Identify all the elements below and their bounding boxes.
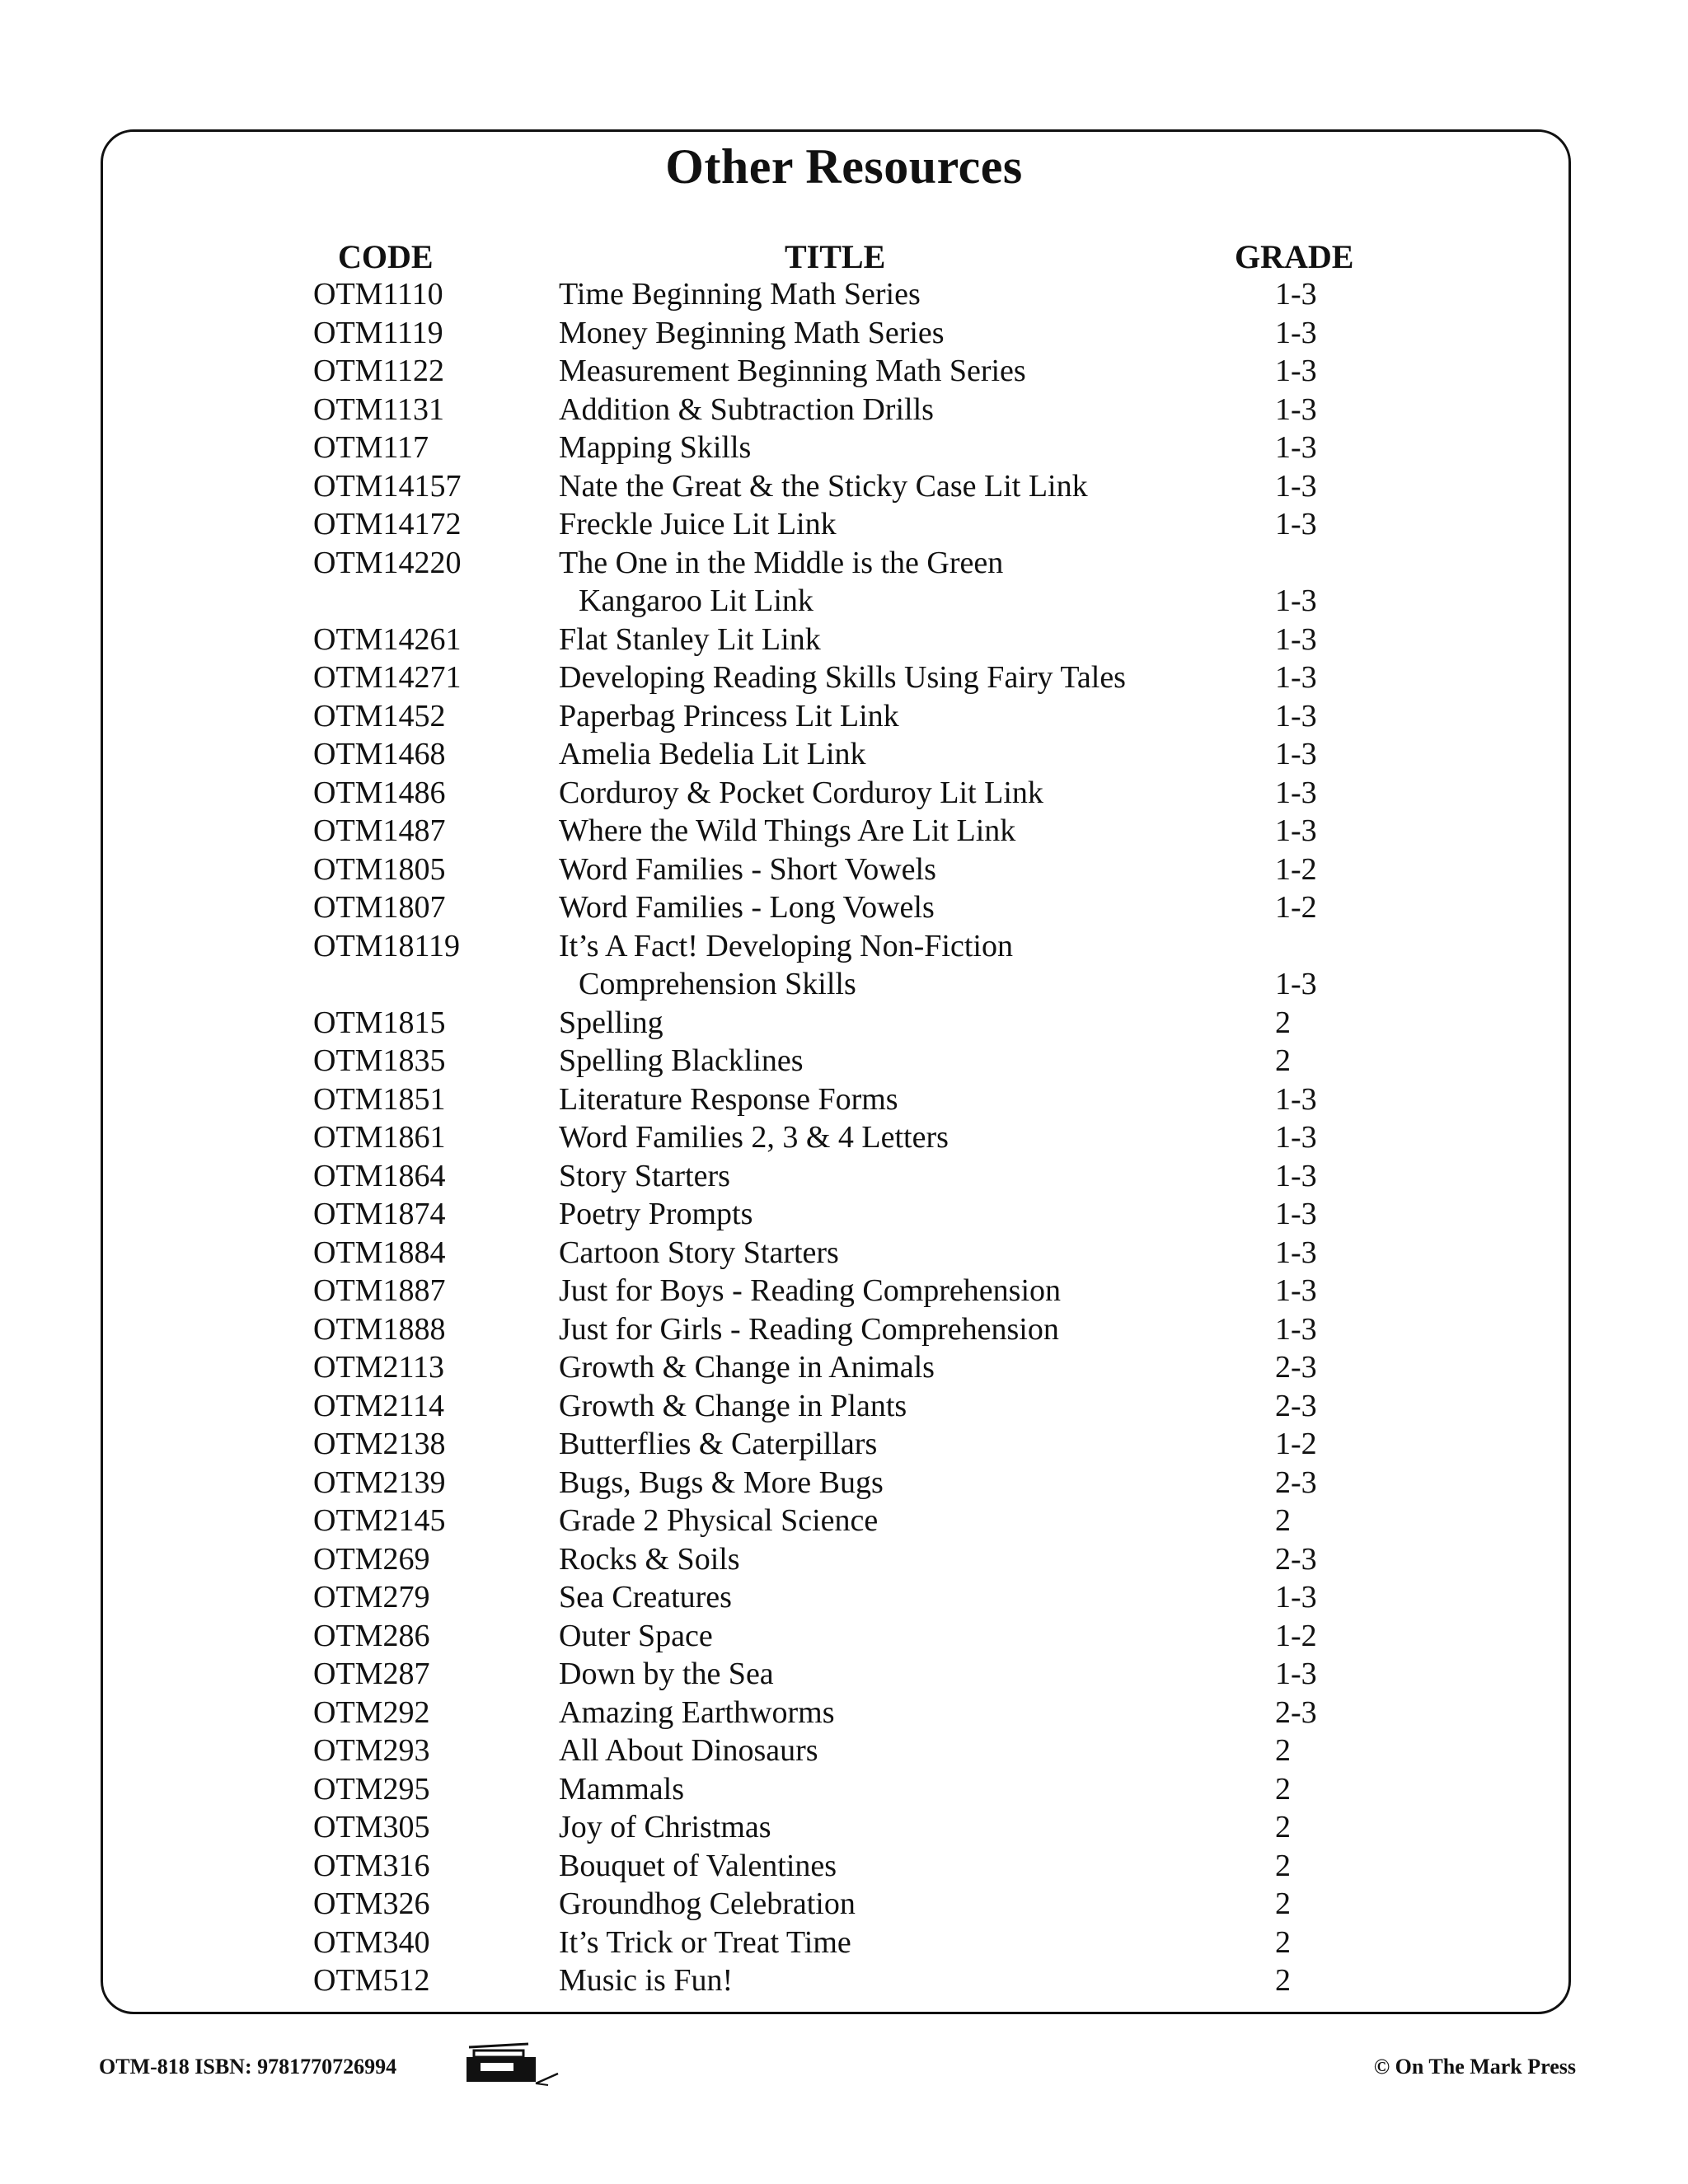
cell-title-line: Time Beginning Math Series <box>559 277 921 312</box>
table-row <box>0 467 1688 506</box>
cell-title-line: Rocks & Soils <box>559 1541 740 1577</box>
cell-title <box>559 1847 837 1886</box>
table-row <box>0 1847 1688 1886</box>
cell-code: OTM14157 <box>313 468 462 504</box>
cell-grade: 2 <box>1275 1771 1291 1807</box>
table-row <box>0 314 1688 353</box>
cell-grade: 1-3 <box>1275 1235 1317 1270</box>
page-title: Other Resources <box>665 139 1023 194</box>
cell-title <box>559 1157 730 1196</box>
cell-title-line: Paperbag Princess Lit Link <box>559 698 899 733</box>
column-header-code: CODE <box>338 238 434 275</box>
cell-code: OTM2114 <box>313 1388 445 1423</box>
cell-title-line: Butterflies & Caterpillars <box>559 1427 878 1461</box>
cell-title-line: Word Families 2, 3 & 4 Letters <box>559 1120 949 1155</box>
cell-code: OTM305 <box>313 1810 430 1844</box>
cell-title <box>559 391 934 429</box>
cell-title <box>559 1348 935 1387</box>
table-row <box>0 1234 1688 1272</box>
cell-title-line: Cartoon Story Starters <box>559 1235 839 1270</box>
cell-title-line: Flat Stanley Lit Link <box>559 621 821 657</box>
cell-grade: 1-2 <box>1275 1618 1317 1653</box>
footer-copyright: © On The Mark Press <box>1373 2055 1576 2079</box>
cell-title-continuation: Kangaroo Lit Link <box>579 583 814 618</box>
cell-title-line: The One in the Middle is the Green <box>559 545 1004 580</box>
cell-title <box>559 1655 774 1694</box>
table-row <box>0 1732 1688 1770</box>
cell-title-line: Bugs, Bugs & More Bugs <box>559 1465 884 1500</box>
cell-grade: 2 <box>1275 1810 1291 1844</box>
cell-title <box>559 1310 1059 1349</box>
cell-code: OTM292 <box>313 1694 430 1730</box>
cell-title-line: Corduroy & Pocket Corduroy Lit Link <box>559 775 1043 810</box>
cell-grade: 1-3 <box>1275 354 1317 388</box>
cell-code: OTM340 <box>313 1924 430 1960</box>
cell-grade: 2-3 <box>1275 1350 1317 1385</box>
cell-code: OTM2138 <box>313 1427 446 1461</box>
cell-code: OTM1874 <box>313 1197 446 1231</box>
cell-code: OTM1861 <box>313 1120 446 1155</box>
cell-title <box>559 697 899 736</box>
table-row <box>0 735 1688 774</box>
cell-grade: 1-3 <box>1275 1311 1317 1347</box>
cell-code: OTM279 <box>313 1580 430 1615</box>
cell-title <box>559 927 1013 1004</box>
table-row <box>0 1080 1688 1119</box>
cell-code: OTM1486 <box>313 775 446 810</box>
cell-code: OTM2139 <box>313 1465 446 1500</box>
cell-code: OTM1468 <box>313 737 446 771</box>
cell-code: OTM2113 <box>313 1350 445 1385</box>
cell-title-line: Word Families - Short Vowels <box>559 851 936 887</box>
cell-title <box>559 1004 663 1043</box>
table-row <box>0 1617 1688 1656</box>
cell-grade: 2 <box>1275 1886 1291 1921</box>
cell-grade: 2 <box>1275 1503 1291 1538</box>
table-row <box>0 1348 1688 1387</box>
cell-grade: 1-2 <box>1275 890 1317 925</box>
table-row <box>0 391 1688 429</box>
table-row <box>0 888 1688 927</box>
resource-table <box>0 275 1688 2000</box>
table-row <box>0 1310 1688 1349</box>
cell-title-line: Literature Response Forms <box>559 1081 898 1117</box>
table-row <box>0 851 1688 889</box>
cell-grade: 1-2 <box>1275 1427 1317 1461</box>
cell-title <box>559 1387 907 1426</box>
cell-title-line: Sea Creatures <box>559 1580 732 1615</box>
table-row <box>0 352 1688 391</box>
cell-title-line: It’s Trick or Treat Time <box>559 1924 851 1960</box>
cell-code: OTM1110 <box>313 277 443 312</box>
cell-title-line: Where the Wild Things Are Lit Link <box>559 813 1016 848</box>
cell-title-line: Mammals <box>559 1771 684 1807</box>
cell-grade: 2-3 <box>1275 1465 1317 1500</box>
cell-title <box>559 467 1088 506</box>
cell-grade: 1-3 <box>1275 315 1317 350</box>
cell-title <box>559 774 1043 813</box>
cell-grade: 2 <box>1275 1043 1291 1078</box>
cell-grade: 1-3 <box>1275 583 1317 618</box>
cell-code: OTM1131 <box>313 391 445 427</box>
cell-grade: 1-3 <box>1275 967 1317 1001</box>
cell-grade: 2 <box>1275 1733 1291 1768</box>
cell-title <box>559 1694 835 1732</box>
column-header-grade: GRADE <box>1235 238 1354 275</box>
table-row <box>0 1808 1688 1847</box>
column-header-title: TITLE <box>785 238 886 275</box>
cell-title <box>559 621 821 659</box>
cell-code: OTM293 <box>313 1733 430 1768</box>
cell-grade: 1-3 <box>1275 1273 1317 1308</box>
table-row <box>0 1885 1688 1924</box>
cell-title <box>559 1924 851 1962</box>
cell-code: OTM14261 <box>313 621 462 657</box>
cell-title <box>559 735 866 774</box>
cell-grade: 1-3 <box>1275 775 1317 810</box>
cell-title-line: Addition & Subtraction Drills <box>559 391 934 427</box>
cell-title-line: Spelling Blacklines <box>559 1043 804 1078</box>
cell-code: OTM1122 <box>313 354 445 388</box>
table-row <box>0 1004 1688 1043</box>
cell-title <box>559 1885 856 1924</box>
cell-title <box>559 544 1003 621</box>
cell-title-line: Outer Space <box>559 1618 713 1653</box>
cell-code: OTM1887 <box>313 1273 446 1308</box>
cell-grade: 2 <box>1275 1924 1291 1960</box>
cell-title <box>559 1464 884 1502</box>
table-row <box>0 927 1688 1004</box>
cell-grade: 1-3 <box>1275 277 1317 312</box>
cell-grade: 2 <box>1275 1848 1291 1883</box>
table-row <box>0 1655 1688 1694</box>
cell-title-line: Spelling <box>559 1005 663 1040</box>
cell-grade: 2-3 <box>1275 1388 1317 1423</box>
cell-grade: 1-3 <box>1275 1081 1317 1117</box>
cell-code: OTM269 <box>313 1541 430 1577</box>
cell-title <box>559 1425 877 1464</box>
cell-code: OTM1884 <box>313 1235 446 1270</box>
table-row <box>0 1118 1688 1157</box>
cell-code: OTM286 <box>313 1618 430 1653</box>
cell-title <box>559 1808 771 1847</box>
cell-code: OTM1864 <box>313 1158 446 1193</box>
photocopier-icon <box>466 2042 560 2088</box>
cell-grade: 2-3 <box>1275 1541 1317 1577</box>
table-row <box>0 812 1688 851</box>
cell-code: OTM326 <box>313 1886 430 1921</box>
table-row <box>0 697 1688 736</box>
cell-title <box>559 505 837 544</box>
cell-title-line: Groundhog Celebration <box>559 1886 856 1921</box>
footer-code-isbn: OTM-818 ISBN: 9781770726994 <box>99 2055 397 2079</box>
cell-title <box>559 1732 818 1770</box>
cell-title <box>559 1770 684 1809</box>
cell-title-line: Just for Boys - Reading Comprehension <box>559 1273 1062 1308</box>
table-row <box>0 1042 1688 1080</box>
cell-code: OTM117 <box>313 430 429 465</box>
cell-grade: 1-3 <box>1275 1158 1317 1193</box>
table-row <box>0 1195 1688 1234</box>
cell-title-line: Freckle Juice Lit Link <box>559 507 837 541</box>
table-row <box>0 658 1688 697</box>
cell-title-continuation: Comprehension Skills <box>579 967 856 1001</box>
cell-title-line: Money Beginning Math Series <box>559 315 945 350</box>
cell-title <box>559 888 935 927</box>
cell-grade: 2 <box>1275 1005 1291 1040</box>
table-row <box>0 1387 1688 1426</box>
cell-title <box>559 851 936 889</box>
cell-title <box>559 1502 878 1540</box>
cell-code: OTM1888 <box>313 1311 446 1347</box>
cell-code: OTM1807 <box>313 890 446 925</box>
cell-grade: 1-3 <box>1275 468 1317 504</box>
cell-title <box>559 429 751 467</box>
cell-grade: 1-3 <box>1275 430 1317 465</box>
table-row <box>0 1272 1688 1310</box>
table-row <box>0 774 1688 813</box>
cell-title-line: Down by the Sea <box>559 1657 774 1691</box>
cell-code: OTM287 <box>313 1657 430 1691</box>
cell-grade: 2 <box>1275 1963 1291 1998</box>
cell-grade: 1-3 <box>1275 507 1317 541</box>
table-row <box>0 1540 1688 1579</box>
cell-title <box>559 314 945 353</box>
cell-title-line: Mapping Skills <box>559 430 752 465</box>
cell-title-line: Amelia Bedelia Lit Link <box>559 737 866 771</box>
cell-code: OTM512 <box>313 1963 430 1998</box>
cell-code: OTM316 <box>313 1848 430 1883</box>
cell-title-line: Developing Reading Skills Using Fairy Tales <box>559 660 1126 695</box>
table-row <box>0 1578 1688 1617</box>
cell-title-line: Growth & Change in Animals <box>559 1350 935 1385</box>
cell-title-line: Just for Girls - Reading Comprehension <box>559 1311 1059 1347</box>
cell-title <box>559 812 1015 851</box>
cell-title <box>559 1080 898 1119</box>
cell-code: OTM2145 <box>313 1503 446 1538</box>
cell-title <box>559 1578 732 1617</box>
cell-code: OTM1487 <box>313 813 446 848</box>
cell-grade: 1-3 <box>1275 737 1317 771</box>
cell-title-line: Measurement Beginning Math Series <box>559 354 1026 388</box>
cell-code: OTM14172 <box>313 507 462 541</box>
cell-grade: 2-3 <box>1275 1694 1317 1730</box>
table-row <box>0 505 1688 544</box>
cell-grade: 1-3 <box>1275 1197 1317 1231</box>
cell-code: OTM1815 <box>313 1005 446 1040</box>
table-row <box>0 621 1688 659</box>
cell-title-line: Bouquet of Valentines <box>559 1848 837 1883</box>
table-row <box>0 1694 1688 1732</box>
cell-grade: 1-3 <box>1275 660 1317 695</box>
cell-title <box>559 1272 1061 1310</box>
table-row <box>0 429 1688 467</box>
cell-title-line: Poetry Prompts <box>559 1197 753 1231</box>
cell-code: OTM18119 <box>313 928 461 963</box>
cell-grade: 1-3 <box>1275 1657 1317 1691</box>
cell-grade: 1-3 <box>1275 391 1317 427</box>
cell-code: OTM1452 <box>313 698 446 733</box>
cell-code: OTM14220 <box>313 545 462 580</box>
cell-code: OTM1805 <box>313 851 446 887</box>
table-row <box>0 1770 1688 1809</box>
table-row <box>0 275 1688 314</box>
cell-title <box>559 1540 740 1579</box>
table-row <box>0 1924 1688 1962</box>
cell-grade: 1-3 <box>1275 1120 1317 1155</box>
cell-title <box>559 352 1026 391</box>
cell-title <box>559 1617 713 1656</box>
cell-title <box>559 1234 839 1272</box>
cell-grade: 1-3 <box>1275 1580 1317 1615</box>
table-row <box>0 1502 1688 1540</box>
cell-title-line: All About Dinosaurs <box>559 1733 818 1768</box>
cell-title <box>559 1118 949 1157</box>
cell-title-line: It’s A Fact! Developing Non-Fiction <box>559 928 1013 963</box>
cell-title-line: Joy of Christmas <box>559 1810 771 1844</box>
cell-title-line: Story Starters <box>559 1158 730 1193</box>
cell-title-line: Nate the Great & the Sticky Case Lit Link <box>559 468 1088 504</box>
cell-grade: 1-2 <box>1275 851 1317 887</box>
cell-code: OTM1119 <box>313 315 443 350</box>
cell-title-line: Grade 2 Physical Science <box>559 1503 879 1538</box>
cell-title-line: Music is Fun! <box>559 1963 734 1998</box>
table-row <box>0 544 1688 621</box>
cell-title-line: Amazing Earthworms <box>559 1694 835 1730</box>
table-row <box>0 1464 1688 1502</box>
cell-grade: 1-3 <box>1275 621 1317 657</box>
cell-code: OTM295 <box>313 1771 430 1807</box>
table-row <box>0 1961 1688 2000</box>
cell-code: OTM14271 <box>313 660 462 695</box>
cell-grade: 1-3 <box>1275 698 1317 733</box>
cell-title <box>559 1961 733 2000</box>
cell-title <box>559 658 1126 697</box>
cell-title <box>559 1042 804 1080</box>
cell-code: OTM1835 <box>313 1043 446 1078</box>
table-row <box>0 1425 1688 1464</box>
cell-title-line: Word Families - Long Vowels <box>559 890 935 925</box>
cell-title <box>559 275 921 314</box>
table-row <box>0 1157 1688 1196</box>
cell-code: OTM1851 <box>313 1081 446 1117</box>
cell-grade: 1-3 <box>1275 813 1317 848</box>
cell-title <box>559 1195 753 1234</box>
cell-title-line: Growth & Change in Plants <box>559 1388 907 1423</box>
